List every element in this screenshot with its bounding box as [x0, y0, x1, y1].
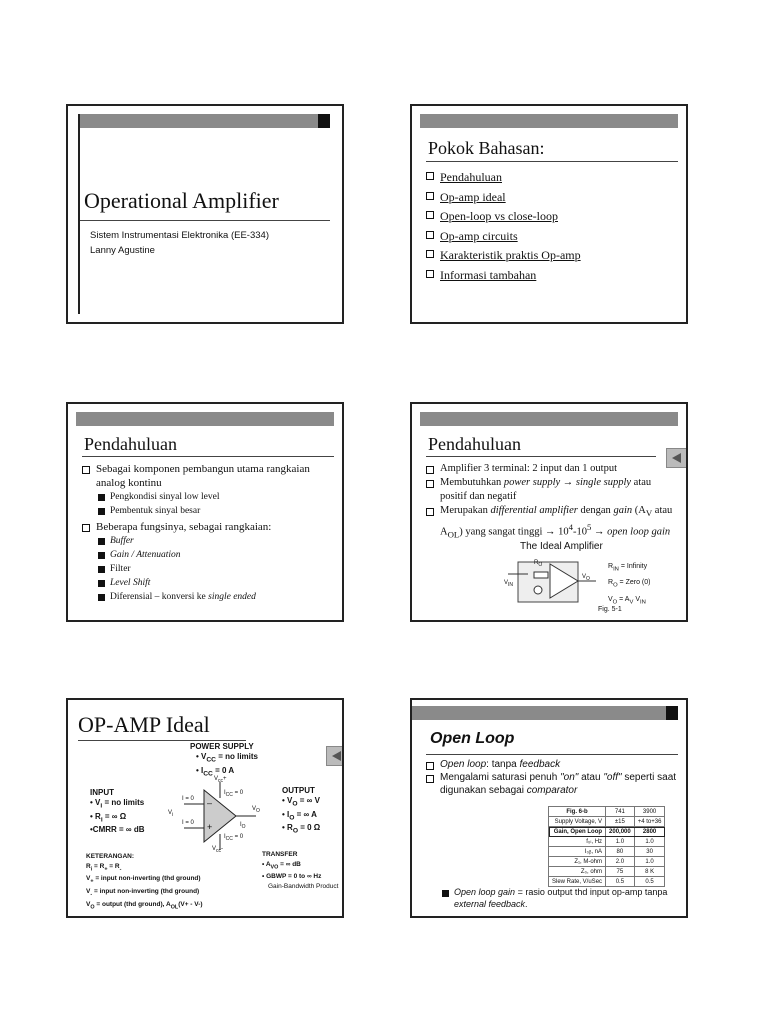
specs-table — [548, 806, 665, 887]
i-zero-top-label: I = 0 — [182, 796, 194, 802]
icc-bottom-label: $I_{CC} = 0$ — [224, 834, 244, 843]
intro-list — [426, 462, 678, 542]
ro-property: $R_O$ = Zero (0) — [608, 579, 651, 589]
input-heading: INPUT — [90, 788, 114, 797]
keterangan-line: $V_+$ = input non-inverting (thd ground) — [86, 875, 201, 885]
table-row: I₀ᵦ, nA 80 30 — [549, 847, 665, 857]
i-zero-bottom-label: I = 0 — [182, 820, 194, 826]
topic-item[interactable]: Informasi tambahan — [426, 266, 678, 286]
slide-1 — [66, 104, 344, 324]
slide-2 — [410, 104, 688, 324]
slide-header-bar — [76, 412, 334, 426]
table-row: Slew Rate, V/uSec 0.5 0.5 — [549, 877, 665, 887]
slide-header-bar — [420, 412, 678, 426]
power-supply-heading: POWER SUPPLY — [190, 742, 254, 751]
slide-4 — [410, 402, 688, 622]
bullet-item: Membutuhkan power supply → single supply atau positif dan negatif — [426, 476, 678, 504]
title-underline — [80, 220, 330, 221]
opamp-symbol — [164, 776, 270, 855]
output-heading: OUTPUT — [282, 786, 315, 795]
icc-top-label: $I_{CC} = 0$ — [224, 790, 244, 799]
sub-bullet-item: Buffer — [82, 534, 334, 548]
transfer-block — [262, 850, 338, 891]
definition-list — [426, 886, 678, 910]
bullet-item: Merupakan differential amplifier dengan gain ($A_V$ atau $A_{OL}$) yang sangat tinggi → $10^4-10^5$ → open loop gain — [426, 504, 678, 542]
keterangan-line: $V_O$ = output (thd ground), $A_{OL}(V+ - V-)$ — [86, 900, 203, 911]
keterangan-block — [86, 852, 203, 913]
vo-property: $V_O = A_V$ $V_{IN}$ — [608, 595, 646, 606]
title-underline — [426, 456, 656, 457]
slide-header-bar — [78, 114, 330, 128]
icc-spec: • $I_{CC} = 0$ A — [196, 765, 235, 778]
slide-title: Pokok Bahasan: — [428, 138, 545, 158]
open-loop-list — [426, 758, 678, 797]
transfer-heading: TRANSFER — [262, 851, 298, 858]
figure-title: The Ideal Amplifier — [520, 541, 603, 552]
slide-header-bar — [412, 706, 678, 720]
vin-label: $V_{IN}$ — [504, 580, 514, 589]
topic-item[interactable]: Op-amp circuits — [426, 227, 678, 247]
plus-terminal: + — [207, 822, 213, 832]
table-header-row: Fig. 6-b 741 3900 — [549, 807, 665, 817]
gbwp-spec: • GBWP = 0 to ∞ Hz — [262, 873, 322, 881]
sub-bullet-item: Pembentuk sinyal besar — [82, 504, 334, 518]
title-underline — [426, 754, 678, 755]
ro-label: $R_O$ — [534, 560, 543, 569]
avo-spec: • $A_{VO}$ = ∞ dB — [262, 860, 301, 870]
sub-bullet-item: Gain / Attenuation — [82, 548, 334, 562]
slide-3 — [66, 402, 344, 622]
ri-spec: • $R_i$ = ∞ Ω — [90, 811, 127, 824]
slide-title: Operational Amplifier — [84, 188, 279, 213]
slide-subtitle-course: Sistem Instrumentasi Elektronika (EE-334) — [90, 230, 269, 241]
vo-label: $V_O$ — [582, 574, 590, 583]
input-block — [90, 788, 145, 835]
title-underline — [78, 740, 246, 741]
title-underline — [82, 456, 334, 457]
cmrr-spec: •CMRR = ∞ dB — [90, 825, 145, 835]
vcc-spec: • $V_{CC}$ = no limits — [196, 752, 258, 764]
keterangan-line: $V_-$ = input non-inverting (thd ground) — [86, 888, 200, 898]
figure-properties — [608, 560, 650, 609]
vcc-minus-label: $V_{cc}-$ — [212, 846, 224, 855]
header-bar-square — [318, 114, 330, 128]
slide-6 — [410, 698, 688, 918]
rin-property: $R_{IN}$ = Infinity — [608, 563, 648, 573]
topic-item[interactable]: Pendahuluan — [426, 168, 678, 188]
output-block — [282, 786, 320, 837]
ro-spec: • $R_O = 0$ Ω — [282, 823, 321, 835]
power-supply-block — [190, 742, 258, 779]
header-bar-square — [666, 706, 678, 720]
topic-item[interactable]: Karakteristik praktis Op-amp — [426, 246, 678, 266]
topic-item[interactable]: Open-loop vs close-loop — [426, 207, 678, 227]
figure-caption: Fig. 5-1 — [598, 606, 622, 613]
vcc-plus-label: $V_{cc}+$ — [214, 776, 227, 785]
table-row: Z₁, M-ohm 2.0 1.0 — [549, 857, 665, 867]
table-row: Z₀, ohm 75 8 K — [549, 867, 665, 877]
vo-spec: • $V_O$ = ∞ V — [282, 796, 320, 808]
minus-terminal: – — [207, 798, 213, 808]
sub-bullet-item: Filter — [82, 562, 334, 576]
bullet-item: Sebagai komponen pembangun utama rangkaian analog kontinu — [82, 462, 334, 490]
intro-list — [82, 462, 334, 604]
ideal-amplifier-figure — [504, 554, 604, 604]
slide-left-rule — [78, 114, 80, 314]
slide-5 — [66, 698, 344, 918]
slide-title: Pendahuluan — [84, 434, 177, 454]
keterangan-heading: KETERANGAN: — [86, 853, 135, 860]
table-row-highlighted: Gain, Open Loop 200,000 2800 — [549, 827, 665, 837]
opamp-triangle-diagram — [164, 780, 270, 855]
vi-label: $V_i$ — [168, 810, 174, 819]
sub-bullet-item: Pengkondisi sinyal low level — [82, 490, 334, 504]
io-label: $I_O$ — [240, 822, 246, 831]
table-row: Supply Voltage, V ±15 +4 to+36 — [549, 817, 665, 827]
table-row: f₀ₗ, Hz 1.0 1.0 — [549, 837, 665, 847]
topic-list — [426, 168, 678, 285]
slide-title: OP-AMP Ideal — [78, 712, 210, 737]
slide-title: Pendahuluan — [428, 434, 521, 454]
sub-bullet-item: Level Shift — [82, 576, 334, 590]
sub-bullet-item: Open loop gain = rasio output thd input op-amp tanpa external feedback. — [426, 886, 678, 910]
bullet-item: Open loop: tanpa feedback — [426, 758, 678, 771]
slide-subtitle-author: Lanny Agustine — [90, 245, 155, 256]
bullet-item: Beberapa fungsinya, sebagai rangkaian: — [82, 520, 334, 534]
vo-label: $V_O$ — [252, 806, 260, 815]
gbwp-note: Gain-Bandwidth Product — [268, 882, 339, 890]
keterangan-line: $R_i = R_+ = R_-$ — [86, 862, 122, 872]
slide-header-bar — [420, 114, 678, 128]
bullet-item: Mengalami saturasi penuh "on" atau "off" seperti saat digunakan sebagai comparator — [426, 771, 678, 797]
vi-spec: • $V_i$ = no limits — [90, 798, 145, 810]
io-spec: • $I_O$ = ∞ A — [282, 809, 317, 822]
slide-title: Open Loop — [430, 730, 515, 747]
sub-bullet-item: Diferensial – konversi ke single ended — [82, 590, 334, 604]
topic-item[interactable]: Op-amp ideal — [426, 188, 678, 208]
back-nav-button[interactable] — [326, 746, 344, 766]
bullet-item: Amplifier 3 terminal: 2 input dan 1 output — [426, 462, 678, 476]
title-underline — [426, 161, 678, 162]
